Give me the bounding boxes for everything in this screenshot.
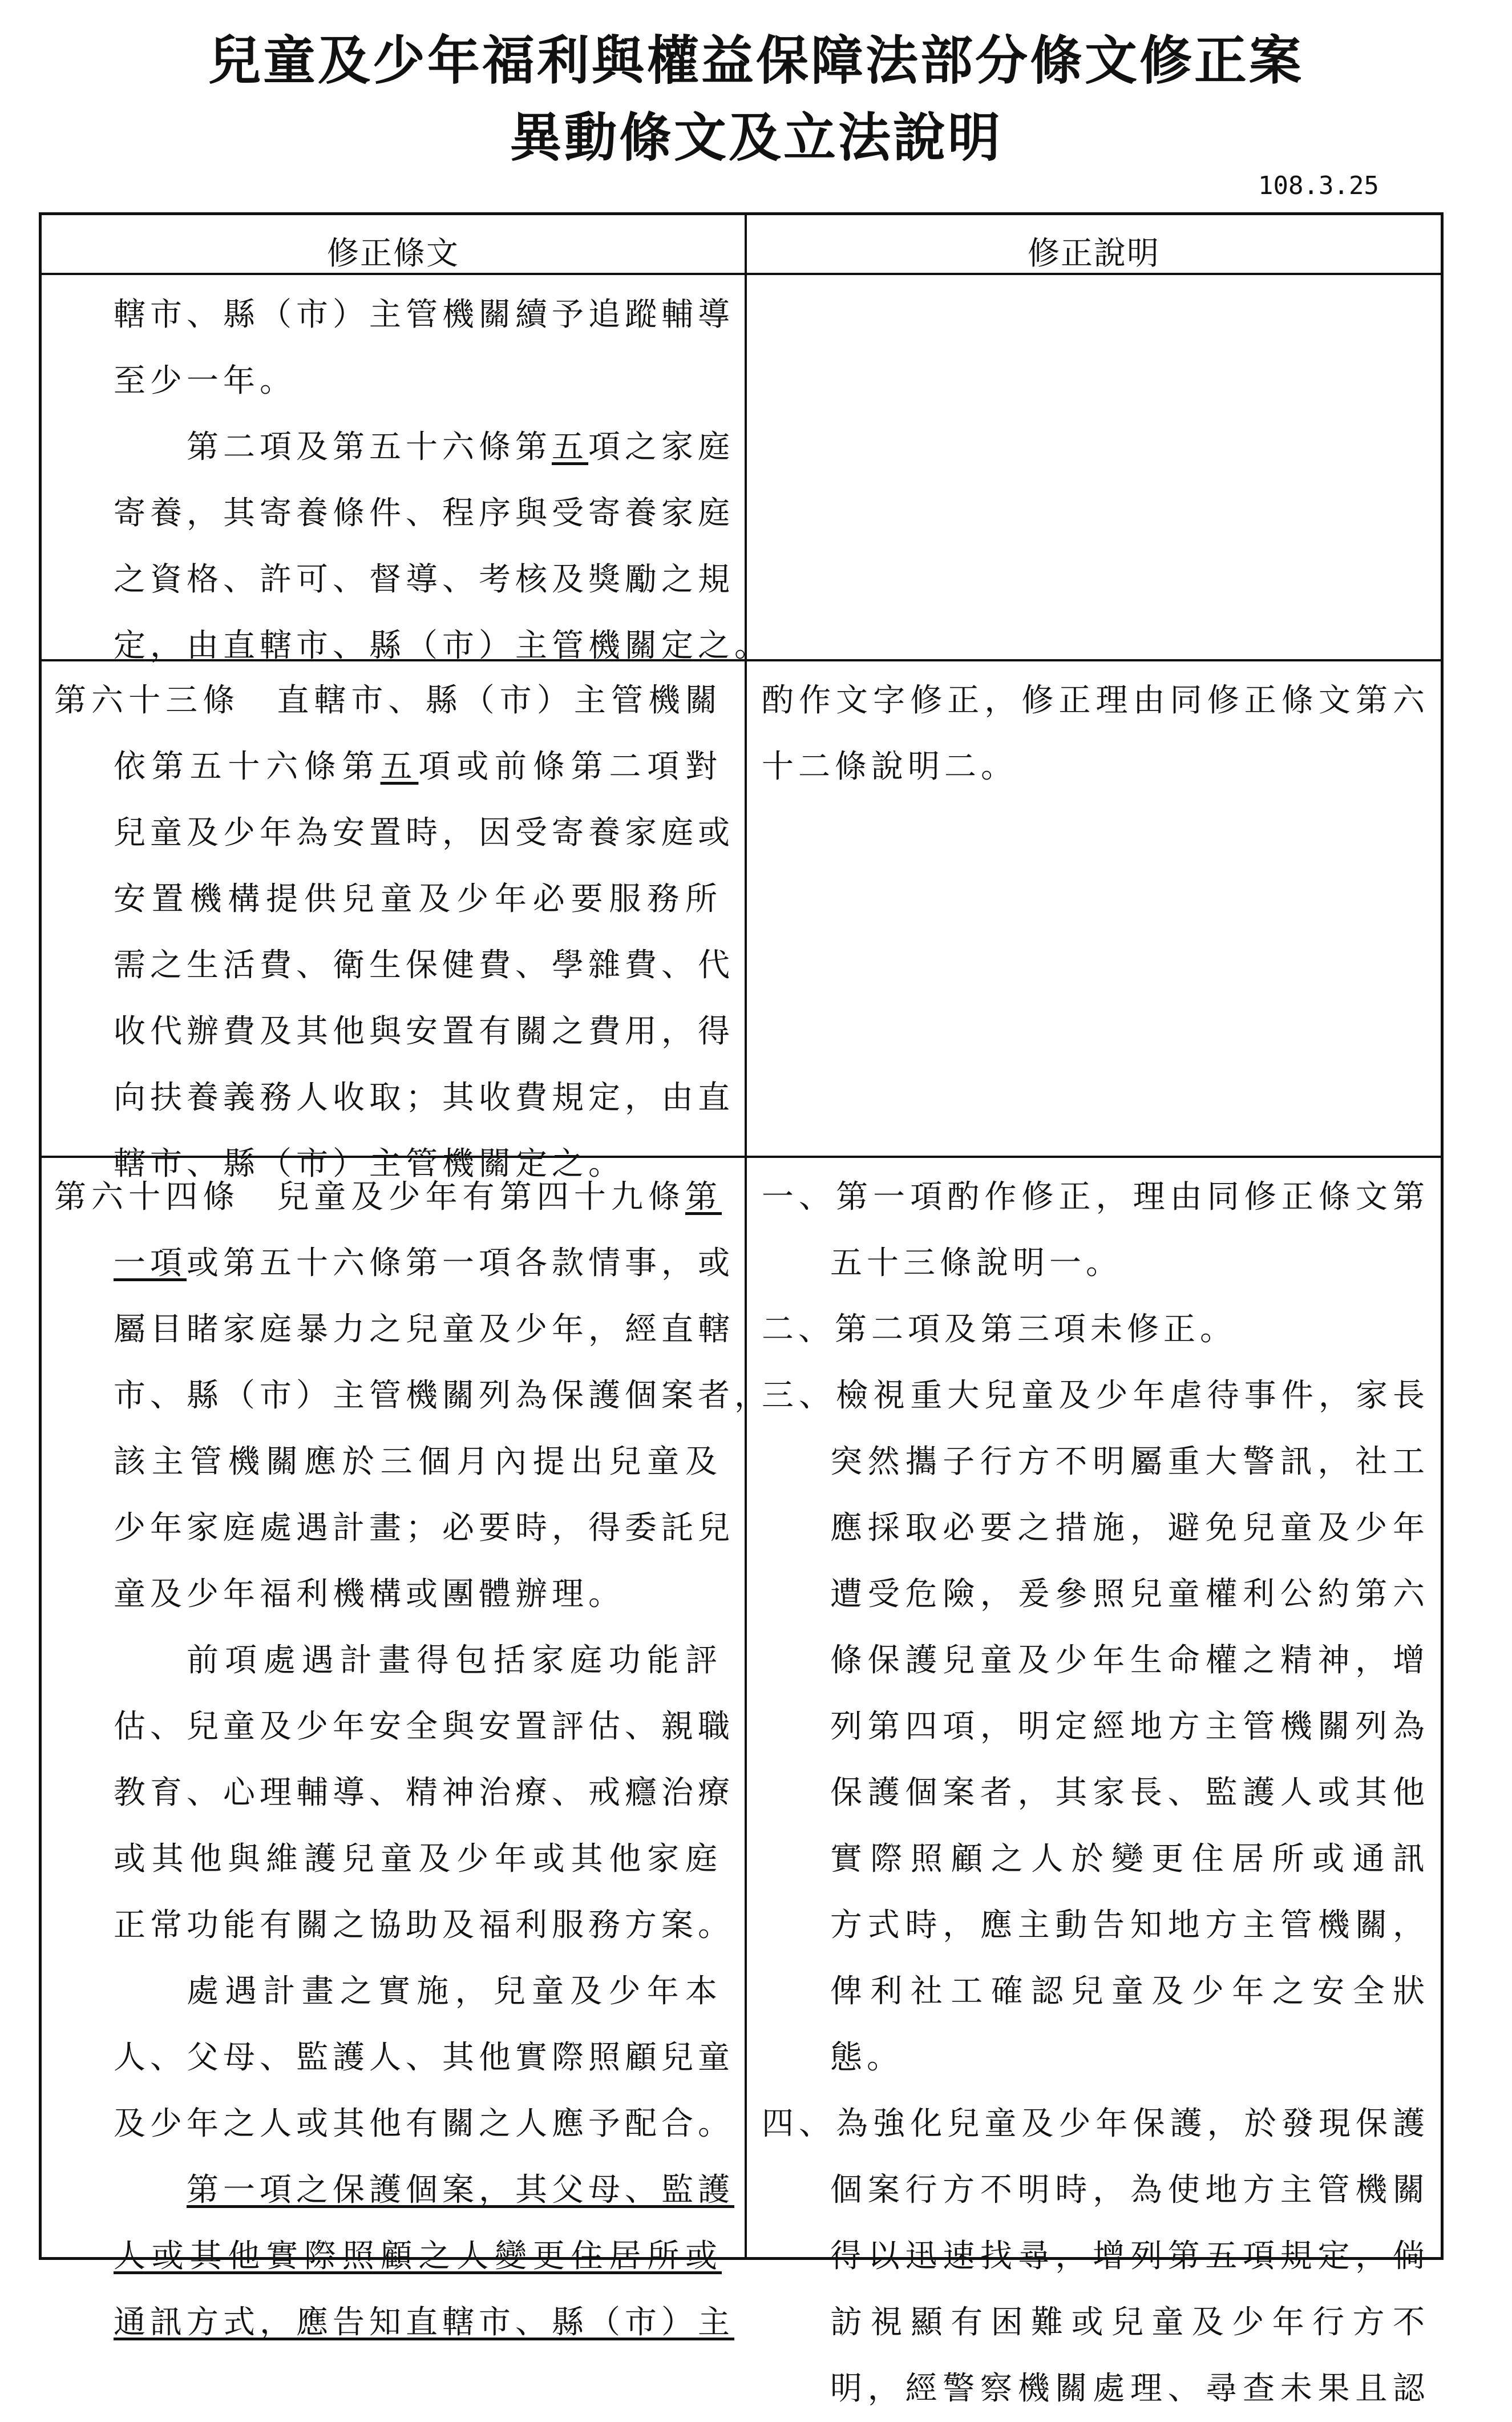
text-line: 或其他與維護兒童及少年或其他家庭 (114, 1840, 722, 1878)
text-line: 屬目睹家庭暴力之兒童及少年，經直轄 (114, 1311, 734, 1348)
text-line: 童及少年福利機構或團體辦理。 (114, 1576, 625, 1613)
text-line: 市、縣（市）主管機關列為保護個案者， (114, 1377, 771, 1414)
text-line: 第二項及第五十六條第五項之家庭 (187, 429, 734, 466)
text-line: 之資格、許可、督導、考核及獎勵之規 (114, 561, 734, 598)
text-line: 一項或第五十六條第一項各款情事，或 (114, 1245, 734, 1282)
row-3-amended-text (54, 1164, 771, 2356)
text-line: 遭受危險，爰參照兒童權利公約第六 (830, 1576, 1429, 1613)
text-line: 安置機構提供兒童及少年必要服務所 (114, 881, 722, 918)
row-2-amended-text (54, 668, 734, 1197)
text-line-amended: 通訊方式，應告知直轄市、縣（市）主 (114, 2304, 734, 2341)
document-title-line2: 異動條文及立法說明 (509, 107, 1002, 168)
text-line: 一、第一項酌作修正，理由同修正條文第 (762, 1178, 1429, 1216)
text-line: 寄養，其寄養條件、程序與受寄養家庭 (114, 495, 734, 532)
text-line: 突然攜子行方不明屬重大警訊，社工 (830, 1443, 1429, 1480)
text-line: 訪視顯有困難或兒童及少年行方不 (830, 2304, 1429, 2341)
text-line: 該主管機關應於三個月內提出兒童及 (114, 1443, 722, 1480)
document-date: 108.3.25 (1258, 171, 1379, 200)
text-line: 需之生活費、衛生保健費、學雜費、代 (114, 947, 734, 984)
text-line: 列第四項，明定經地方主管機關列為 (830, 1708, 1429, 1745)
text-line: 四、為強化兒童及少年保護，於發現保護 (762, 2105, 1429, 2142)
text-line: 依第五十六條第五項或前條第二項對 (114, 748, 722, 785)
text-line: 酌作文字修正，修正理由同修正條文第六 (762, 682, 1429, 719)
text-line: 保護個案者，其家長、監護人或其他 (830, 1774, 1429, 1811)
text-line: 向扶養義務人收取；其收費規定，由直 (114, 1079, 734, 1116)
text-line: 處遇計畫之實施，兒童及少年本 (187, 1973, 722, 2010)
text-line: 態。 (830, 2039, 903, 2076)
row-3-explanation (762, 1164, 1429, 2422)
text-line: 人、父母、監護人、其他實際照顧兒童 (114, 2039, 734, 2076)
text-line: 應採取必要之措施，避免兒童及少年 (830, 1509, 1429, 1547)
text-line: 轄市、縣（市）主管機關續予追蹤輔導 (114, 296, 734, 333)
text-line: 三、檢視重大兒童及少年虐待事件，家長 (762, 1377, 1429, 1414)
document-title-line1: 兒童及少年福利與權益保障法部分條文修正案 (208, 30, 1304, 91)
text-line: 轄市、縣（市）主管機關定之。 (114, 1145, 625, 1182)
text-line: 條保護兒童及少年生命權之精神，增 (830, 1642, 1429, 1679)
text-line: 十二條說明二。 (762, 748, 1017, 785)
text-line: 正常功能有關之協助及福利服務方案。 (114, 1907, 734, 1944)
text-line: 得以迅速找尋，增列第五項規定，倘 (830, 2238, 1429, 2275)
text-line: 第六十三條 直轄市、縣（市）主管機關 (54, 682, 722, 719)
text-line: 俾利社工確認兒童及少年之安全狀 (830, 1973, 1429, 2010)
text-line: 定，由直轄市、縣（市）主管機關定之。 (114, 627, 771, 664)
text-line: 個案行方不明時，為使地方主管機關 (830, 2171, 1429, 2209)
column-header-explanation: 修正說明 (1028, 235, 1160, 272)
text-line: 及少年之人或其他有關之人應予配合。 (114, 2105, 734, 2142)
row-1-amended-text (54, 282, 771, 679)
column-divider (745, 212, 747, 2260)
text-line: 實際照顧之人於變更住居所或通訊 (830, 1840, 1429, 1878)
text-line: 少年家庭處遇計畫；必要時，得委託兒 (114, 1509, 734, 1547)
text-line: 方式時，應主動告知地方主管機關， (830, 1907, 1429, 1944)
text-line: 第六十四條 兒童及少年有第四十九條第 (54, 1178, 722, 1216)
text-line: 五十三條說明一。 (830, 1245, 1122, 1282)
row-2-explanation (762, 668, 1429, 800)
text-line: 教育、心理輔導、精神治療、戒癮治療 (114, 1774, 734, 1811)
text-line: 明，經警察機關處理、尋查未果且認 (830, 2370, 1429, 2407)
text-line: 前項處遇計畫得包括家庭功能評 (187, 1642, 722, 1679)
text-line-amended: 第一項之保護個案，其父母、監護 (187, 2171, 734, 2209)
column-header-amended-text: 修正條文 (327, 235, 459, 272)
text-line: 二、第二項及第三項未修正。 (762, 1311, 1236, 1348)
text-line: 收代辦費及其他與安置有關之費用，得 (114, 1013, 734, 1050)
text-line: 至少一年。 (114, 362, 296, 399)
text-line: 兒童及少年為安置時，因受寄養家庭或 (114, 814, 734, 851)
text-line: 估、兒童及少年安全與安置評估、親職 (114, 1708, 734, 1745)
text-line-amended: 人或其他實際照顧之人變更住居所或 (114, 2238, 722, 2275)
